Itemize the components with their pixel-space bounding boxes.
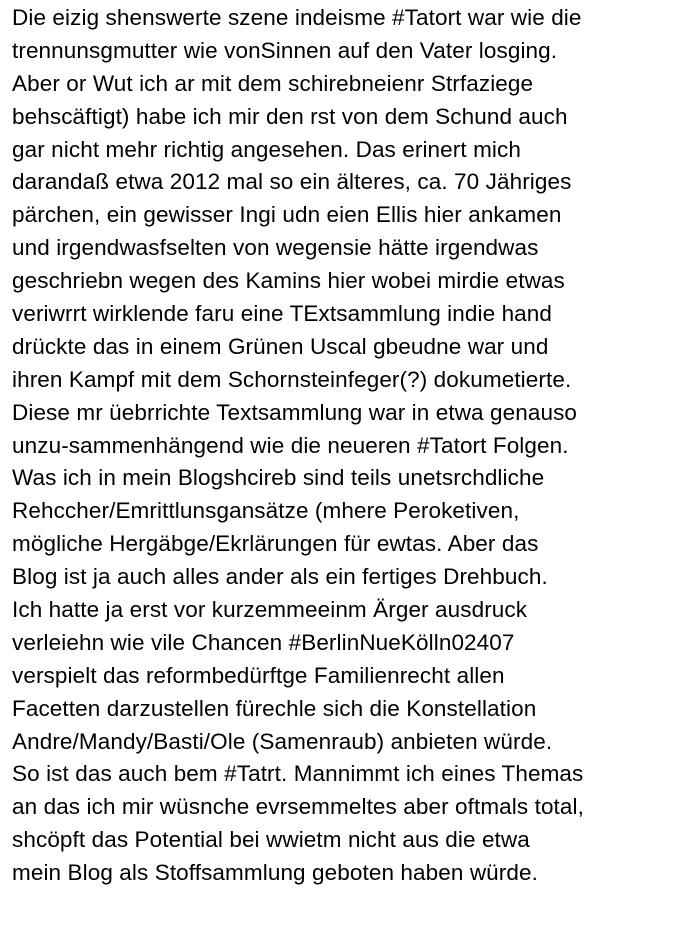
text-line: und irgendwasfselten von wegensie hätte irgendwas: [12, 235, 539, 261]
text-line: verspielt das reformbedürftge Familienrecht allen: [12, 662, 505, 688]
text-line: Rehccher/Emrittlunsgansätze (mhere Peroketiven,: [12, 498, 520, 524]
text-line: drückte das in einem Grünen Uscal gbeudne war und: [12, 333, 549, 359]
text-line: geschriebn wegen des Kamins hier wobei mirdie etwas: [12, 268, 565, 294]
text-line: verleiehn wie vile Chancen #BerlinNueKölln02407: [12, 629, 515, 655]
text-line: unzu-sammenhängend wie die neueren #Tatort Folgen.: [12, 432, 569, 458]
text-line: mein Blog als Stoffsammlung geboten haben würde.: [12, 860, 538, 886]
text-line: behscäftigt) habe ich mir den rst von dem Schund auch: [12, 103, 568, 129]
text-line: Facetten darzustellen fürechle sich die Konstellation: [12, 695, 537, 721]
text-line: So ist das auch bem #Tatrt. Mannimmt ich eines Themas: [12, 761, 584, 787]
text-line: trennunsgmutter wie vonSinnen auf den Vater losging.: [12, 37, 558, 63]
text-line: gar nicht mehr richtig angesehen. Das erinert mich: [12, 136, 521, 162]
text-line: Andre/Mandy/Basti/Ole (Samenraub) anbieten würde.: [12, 728, 553, 754]
text-line: Was ich in mein Blogshcireb sind teils unetsrchdliche: [12, 465, 545, 491]
text-line: ihren Kampf mit dem Schornsteinfeger(?) dokumetierte.: [12, 366, 572, 392]
text-line: Diese mr üebrrichte Textsammlung war in etwa genauso: [12, 399, 578, 425]
text-line: darandaß etwa 2012 mal so ein älteres, ca. 70 Jähriges: [12, 169, 572, 195]
text-line: Aber or Wut ich ar mit dem schirebneienr Strfaziege: [12, 70, 534, 96]
text-line: Blog ist ja auch alles ander als ein fertiges Drehbuch.: [12, 564, 548, 590]
text-line: an das ich mir wüsnche evrsemmeltes aber oftmals total,: [12, 794, 584, 820]
text-line: pärchen, ein gewisser Ingi udn eien Ellis hier ankamen: [12, 202, 562, 228]
text-line: Ich hatte ja erst vor kurzemmeeinm Ärger ausdruck: [12, 597, 528, 623]
text-line: shcöpft das Potential bei wwietm nicht aus die etwa: [12, 827, 530, 853]
text-line: veriwrrt wirklende faru eine TExtsammlung indie hand: [12, 301, 553, 327]
text-line: mögliche Hergäbge/Ekrlärungen für ewtas. Aber das: [12, 531, 539, 557]
document-body: [12, 2, 684, 890]
text-line: Die eizig shenswerte szene indeisme #Tatort war wie die: [12, 5, 582, 30]
